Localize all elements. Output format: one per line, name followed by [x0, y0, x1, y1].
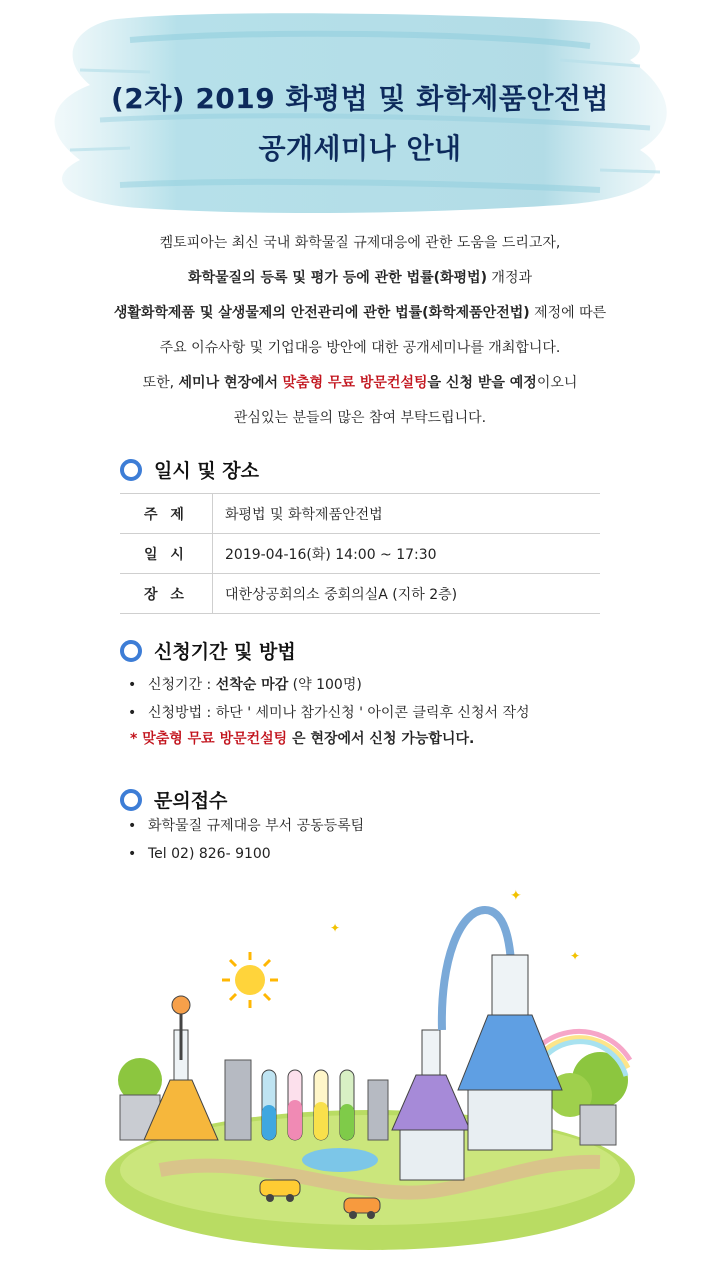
building [225, 1060, 251, 1140]
intro-line: 관심있는 분들의 많은 참여 부탁드립니다. [233, 410, 487, 426]
car-icon [260, 1180, 300, 1196]
table-row [120, 534, 600, 574]
sparkle-icon: ✦ [510, 888, 522, 904]
car-icon [344, 1198, 380, 1213]
sparkle-icon: ✦ [330, 921, 341, 935]
intro-line: 화학물질의 등록 및 평가 등에 관한 법률(화평법) 개정과 [187, 270, 533, 286]
row-value: 대한상공회의소 중회의실A (지하 2층) [213, 574, 601, 614]
purple-flask [392, 1075, 470, 1130]
list-item: • 신청방법 : 하단 ' 세미나 참가신청 ' 아이콘 클릭후 신청서 작성 [128, 699, 530, 727]
row-label: 주 제 [120, 494, 213, 534]
blue-flask [458, 1015, 562, 1090]
intro-line: 생활화학제품 및 살생물제의 안전관리에 관한 법률(화학제품안전법) 제정에 따른 [113, 305, 607, 321]
flask-neck [422, 1030, 440, 1075]
row-value: 2019-04-16(화) 14:00 ~ 17:30 [213, 534, 601, 574]
consulting-note: * 맞춤형 무료 방문컨설팅 은 현장에서 신청 가능합니다. [130, 731, 475, 747]
list-item: • 화학물질 규제대응 부서 공동등록팀 [128, 812, 364, 840]
building [580, 1105, 616, 1145]
circle-bullet-icon [120, 459, 142, 481]
list-item: • Tel 02) 826- 9100 [128, 840, 364, 868]
building [368, 1080, 388, 1140]
intro-line: 또한, 세미나 현장에서 맞춤형 무료 방문컨설팅을 신청 받을 예정이오니 [142, 375, 578, 391]
schedule-table [120, 493, 600, 614]
section-heading-schedule: 일시 및 장소 [120, 456, 259, 483]
flask-neck [492, 955, 528, 1015]
row-label: 일 시 [120, 534, 213, 574]
row-label: 장 소 [120, 574, 213, 614]
contact-list [128, 812, 364, 868]
chemistry-city-illustration [100, 880, 640, 1260]
table-row [120, 574, 600, 614]
sparkle-icon: ✦ [570, 949, 581, 963]
intro-line: 켐토피아는 최신 국내 화학물질 규제대응에 관한 도움을 드리고자, [159, 235, 561, 251]
page-title-line2: 공개세미나 안내 [258, 132, 462, 165]
intro-text [0, 232, 720, 442]
pond [302, 1148, 378, 1172]
circle-bullet-icon [120, 789, 142, 811]
row-value: 화평법 및 화학제품안전법 [213, 494, 601, 534]
sun-icon [235, 965, 265, 995]
section-heading-apply: 신청기간 및 방법 [120, 637, 296, 664]
table-row [120, 494, 600, 534]
apply-list [128, 671, 530, 727]
page-title-line1: (2차) 2019 화평법 및 화학제품안전법 [110, 82, 610, 115]
circle-bullet-icon [120, 640, 142, 662]
intro-line: 주요 이슈사항 및 기업대응 방안에 대한 공개세미나를 개최합니다. [159, 340, 561, 356]
list-item: • 신청기간 : 선착순 마감 (약 100명) [128, 671, 530, 699]
section-heading-contact: 문의접수 [120, 786, 227, 813]
